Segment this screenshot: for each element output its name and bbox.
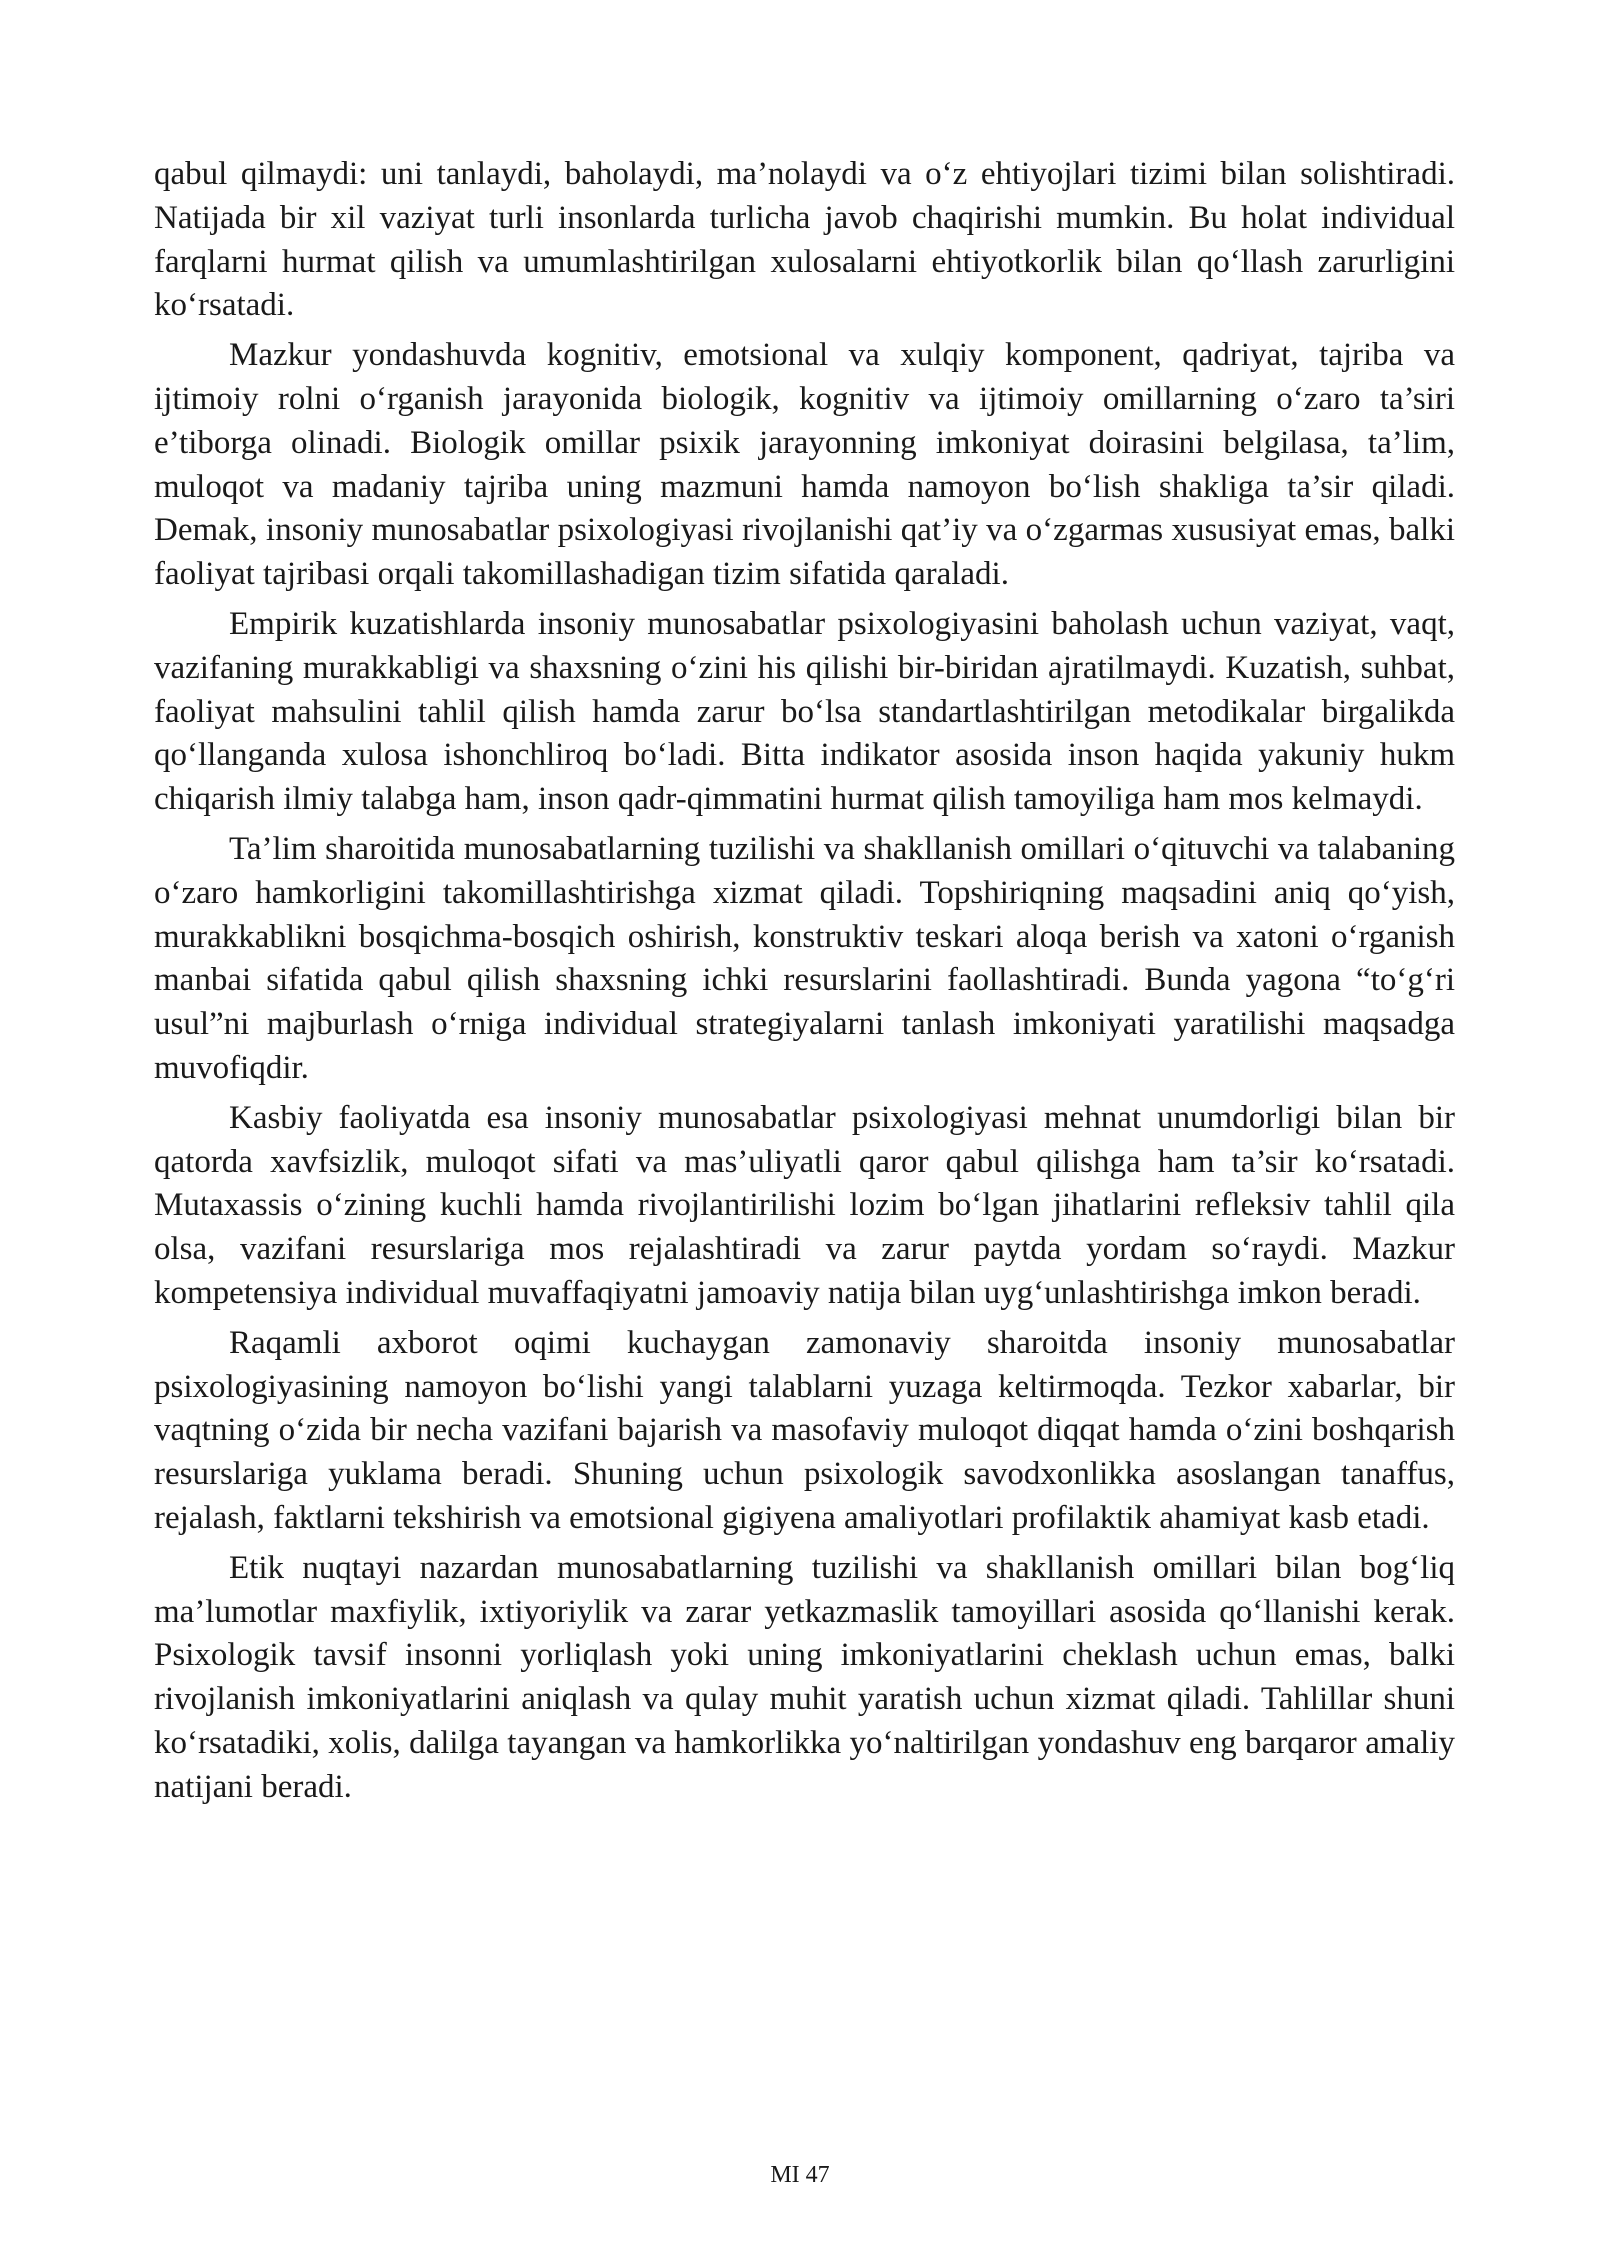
paragraph: Ta’lim sharoitida munosabatlarning tuzilishi va shakllanish omillari o‘qituvchi va talabaning o‘zaro hamkorligini takomillashtirishga xizmat qiladi. Topshiriqning maqsadini aniq qo‘yish, murakkablikni bosqichma-bosqich oshirish, konstruktiv teskari aloqa berish va xatoni o‘rganish manbai sifatida qabul qilish shaxsning ichki resurslarini faollashtiradi. Bunda yagona “to‘g‘ri usul”ni majburlash o‘rniga individual strategiyalarni tanlash imkoniyati yaratilishi maqsadga muvofiqdir. xyxy=(154,830,1455,1086)
paragraph: Raqamli axborot oqimi kuchaygan zamonaviy sharoitda insoniy munosabatlar psixologiyasining namoyon bo‘lishi yangi talablarni yuzaga keltirmoqda. Tezkor xabarlar, bir vaqtning o‘zida bir necha vazifani bajarish va masofaviy muloqot diqqat hamda o‘zini boshqarish resurslariga yuklama beradi. Shuning uchun psixologik savodxonlikka asoslangan tanaffus, rejalash, faktlarni tekshirish va emotsional gigiyena amaliyotlari profilaktik ahamiyat kasb etadi. xyxy=(154,1324,1455,1536)
paragraph: Kasbiy faoliyatda esa insoniy munosabatlar psixologiyasi mehnat unumdorligi bilan bir qatorda xavfsizlik, muloqot sifati va mas’uliyatli qaror qabul qilishga ham ta’sir ko‘rsatadi. Mutaxassis o‘zining kuchli hamda rivojlantirilishi lozim bo‘lgan jihatlarini refleksiv tahlil qila olsa, vazifani resurslariga mos rejalashtiradi va zarur paytda yordam so‘raydi. Mazkur kompetensiya individual muvaffaqiyatni jamoaviy natija bilan uyg‘unlashtirishga imkon beradi. xyxy=(154,1099,1455,1311)
paragraph: Empirik kuzatishlarda insoniy munosabatlar psixologiyasini baholash uchun vaziyat, vaqt, vazifaning murakkabligi va shaxsning o‘zini his qilishi bir-biridan ajratilmaydi. Kuzatish, suhbat, faoliyat mahsulini tahlil qilish hamda zarur bo‘lsa standartlashtirilgan metodikalar birgalikda qo‘llanganda xulosa ishonchliroq bo‘ladi. Bitta indikator asosida inson haqida yakuniy hukm chiqarish ilmiy talabga ham, inson qadr-qimmatini hurmat qilish tamoyiliga ham mos kelmaydi. xyxy=(154,605,1455,818)
paragraph: Etik nuqtayi nazardan munosabatlarning tuzilishi va shakllanish omillari bilan bog‘liq ma’lumotlar maxfiylik, ixtiyoriylik va zarar yetkazmaslik tamoyillari asosida qo‘llanishi kerak. Psixologik tavsif insonni yorliqlash yoki uning imkoniyatlarini cheklash uchun emas, balki rivojlanish imkoniyatlarini aniqlash va qulay muhit yaratish uchun xizmat qiladi. Tahlillar shuni ko‘rsatadiki, xolis, dalilga tayangan va hamkorlikka yo‘naltirilgan yondashuv eng barqaror amaliy natijani beradi. xyxy=(154,1549,1455,1805)
page-number: MI 47 xyxy=(770,2162,830,2188)
body-text xyxy=(154,153,1455,1815)
paragraph: qabul qilmaydi: uni tanlaydi, baholaydi, ma’nolaydi va o‘z ehtiyojlari tizimi bilan solishtiradi. Natijada bir xil vaziyat turli insonlarda turlicha javob chaqirishi mumkin. Bu holat individual farqlarni hurmat qilish va umumlashtirilgan xulosalarni ehtiyotkorlik bilan qo‘llash zarurligini ko‘rsatadi. xyxy=(154,156,1455,324)
paragraph: Mazkur yondashuvda kognitiv, emotsional va xulqiy komponent, qadriyat, tajriba va ijtimoiy rolni o‘rganish jarayonida biologik, kognitiv va ijtimoiy omillarning o‘zaro ta’siri e’tiborga olinadi. Biologik omillar psixik jarayonning imkoniyat doirasini belgilasa, ta’lim, muloqot va madaniy tajriba uning mazmuni hamda namoyon bo‘lish shakliga ta’sir qiladi. Demak, insoniy munosabatlar psixologiyasi rivojlanishi qat’iy va o‘zgarmas xususiyat emas, balki faoliyat tajribasi orqali takomillashadigan tizim sifatida qaraladi. xyxy=(154,337,1455,593)
